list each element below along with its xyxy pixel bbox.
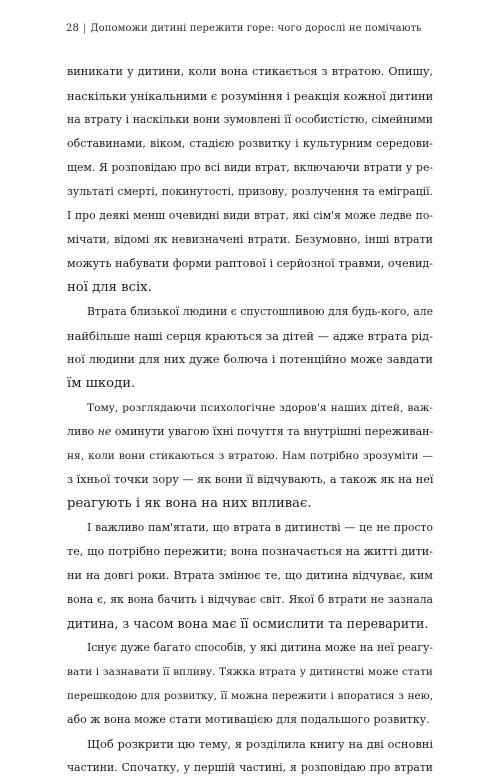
- text-line: або ж вона може стати мотивацією для подальшого розвитку.: [67, 713, 430, 726]
- text-line: наскільки унікальними є розуміння і реакція кожної дитини: [67, 89, 434, 103]
- header-separator: |: [82, 23, 87, 34]
- text-line: частини. Спочатку, у першій частині, я розповідаю про втрати: [67, 761, 433, 774]
- page-number: 28: [66, 23, 79, 34]
- text-line: І про деякі менш очевидні види втрат, які сім'я може ледве по-: [67, 209, 433, 222]
- text-line: Втрата близької людини є спустошливою для будь-кого, але: [87, 305, 433, 318]
- text-line: вона є, як вона бачить і відчуває світ. Якої б втрати не зазнала: [67, 593, 433, 606]
- text-line: на втрату і наскільки вони зумовлені її особистістю, сімейними: [67, 113, 433, 126]
- text-line: перешкодою для розвитку, її можна пережити і впоратися з нею,: [67, 690, 433, 702]
- text-line: з їхньої точки зору — як вони її відчувають, а також як на неї: [67, 473, 434, 486]
- text-line: вати і зазнавати її впливу. Тяжка втрата у дитинстві може стати: [67, 666, 433, 678]
- text-line: І важливо пам'ятати, що втрата в дитинстві — це не просто: [87, 521, 433, 534]
- text-line: Щоб розкрити цю тему, я розділила книгу на дві основні: [87, 737, 433, 751]
- text-line: ної для всіх.: [67, 280, 152, 295]
- text-line: реагують і як вона на них впливає.: [67, 496, 312, 511]
- body-text: [67, 60, 433, 780]
- text-line: ної людини для них дуже болюча і потенційно може завдати: [67, 353, 433, 366]
- text-line: їм шкоди.: [67, 376, 136, 391]
- text-line: зультаті смерті, покинутості, призову, розлучення та еміграції.: [67, 185, 433, 198]
- text-line: можуть набувати форми раптової і серйозної травми, очевид-: [67, 257, 434, 270]
- text-line: обставинами, віком, стадією розвитку і культурним середови-: [67, 137, 433, 150]
- text-line: Існує дуже багато способів, у які дитина може на неї реагу-: [87, 641, 433, 654]
- text-line: те, що потрібно пережити; вона позначається на житті дити-: [67, 545, 433, 558]
- running-header: [66, 23, 422, 34]
- text-line: ливо не оминути увагою їхні почуття та внутрішні переживан-: [67, 425, 434, 438]
- text-line: щем. Я розповідаю про всі види втрат, включаючи втрати у ре-: [67, 161, 433, 174]
- text-line: мічати, відомі як невизначені втрати. Безумовно, інші втрати: [67, 233, 433, 246]
- text-line: ня, коли вони стикаються з втратою. Нам потрібно зрозуміти —: [67, 450, 433, 462]
- text-line: ни на довгі роки. Втрата змінює те, що дитина відчуває, ким: [67, 569, 433, 582]
- running-title: Допоможи дитині пережити горе: чого дорослі не помічають: [90, 23, 422, 34]
- text-line: дитина, з часом вона має її осмислити та переварити.: [67, 616, 429, 631]
- text-line: виникати у дитини, коли вона стикається з втратою. Опишу,: [67, 65, 433, 78]
- text-line: Тому, розглядаючи психологічне здоров'я наших дітей, важ-: [87, 402, 433, 414]
- text-line: найбільше наші серця краються за дітей — адже втрата рід-: [67, 329, 433, 343]
